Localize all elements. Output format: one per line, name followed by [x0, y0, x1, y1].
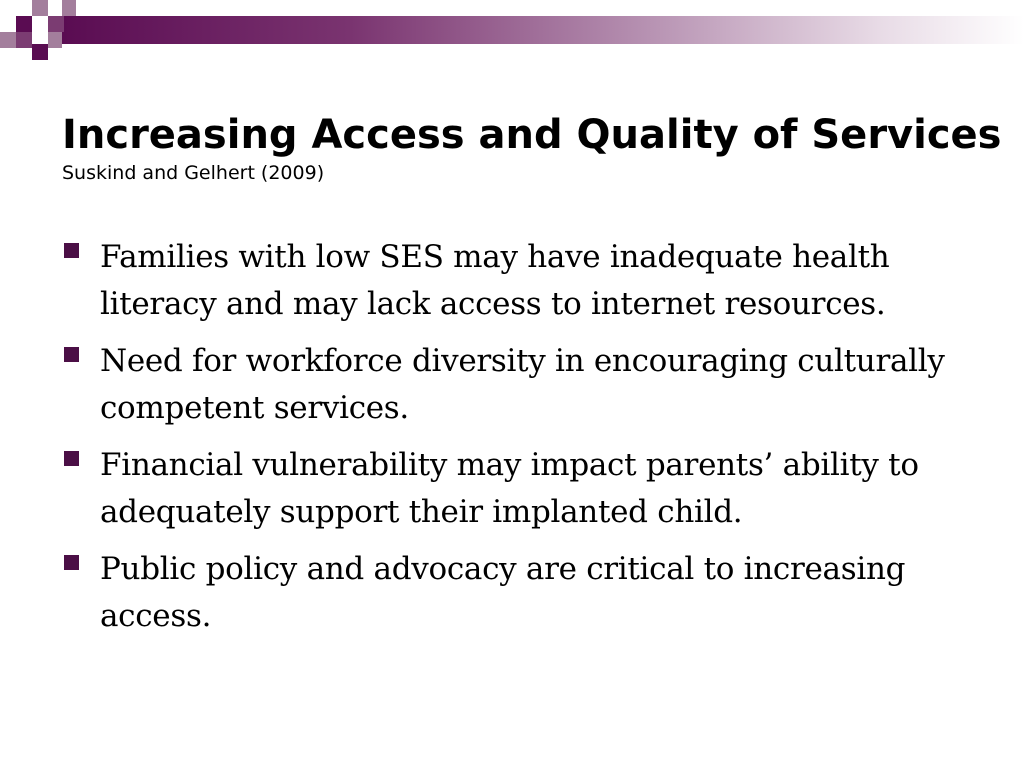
- bullet-text: Families with low SES may have inadequate health literacy and may lack access to internet resources.: [100, 239, 890, 322]
- header-gradient-bar: [62, 16, 1024, 44]
- decorative-square: [62, 0, 76, 16]
- square-bullet-icon: [64, 347, 79, 362]
- decorative-square: [0, 32, 16, 48]
- decorative-square: [16, 16, 32, 32]
- bullet-item: [62, 546, 952, 640]
- square-bullet-icon: [64, 555, 79, 570]
- square-bullet-icon: [64, 243, 79, 258]
- slide-title: Increasing Access and Quality of Services: [62, 112, 1002, 158]
- decorative-square: [48, 32, 62, 48]
- title-block: [62, 110, 1002, 186]
- decorative-square: [32, 0, 48, 16]
- bullet-item: [62, 234, 952, 328]
- slide-subtitle: Suskind and Gelhert (2009): [62, 162, 325, 184]
- decorative-square: [32, 44, 48, 60]
- decorative-square: [48, 16, 64, 32]
- decorative-square: [16, 32, 32, 48]
- square-bullet-icon: [64, 451, 79, 466]
- bullet-item: [62, 338, 952, 432]
- bullet-list: [62, 234, 952, 650]
- bullet-item: [62, 442, 952, 536]
- bullet-text: Need for workforce diversity in encouraging culturally competent services.: [100, 343, 945, 426]
- bullet-text: Financial vulnerability may impact parents’ ability to adequately support their implanted child.: [100, 447, 919, 530]
- bullet-text: Public policy and advocacy are critical to increasing access.: [100, 551, 906, 634]
